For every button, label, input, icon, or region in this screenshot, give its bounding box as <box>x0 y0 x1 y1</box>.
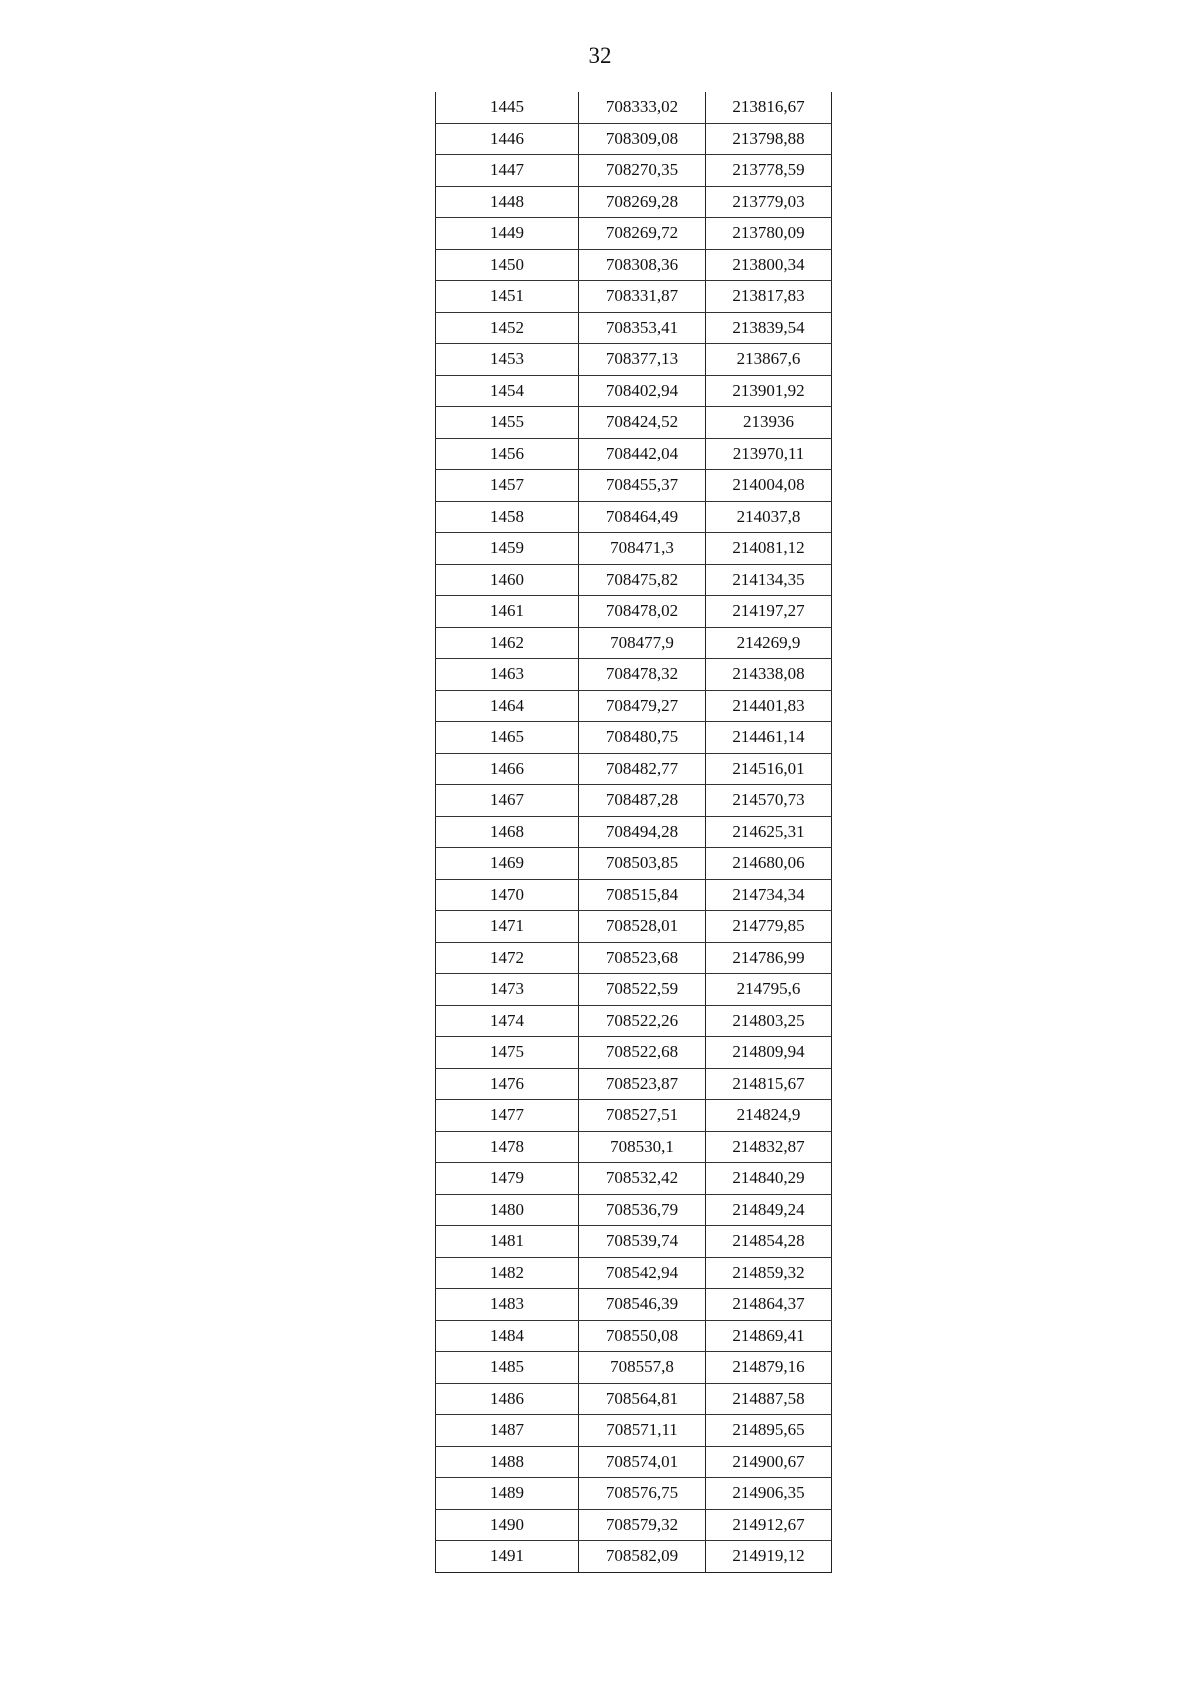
x-coordinate-cell: 708464,49 <box>579 501 706 533</box>
x-coordinate-cell: 708522,26 <box>579 1005 706 1037</box>
table-row <box>436 407 832 439</box>
y-coordinate-cell: 214809,94 <box>706 1037 832 1069</box>
point-number-cell: 1448 <box>436 186 579 218</box>
point-number-cell: 1466 <box>436 753 579 785</box>
x-coordinate-cell: 708377,13 <box>579 344 706 376</box>
table-row <box>436 249 832 281</box>
x-coordinate-cell: 708494,28 <box>579 816 706 848</box>
point-number-cell: 1471 <box>436 911 579 943</box>
table-row <box>436 312 832 344</box>
table-row <box>436 1383 832 1415</box>
x-coordinate-cell: 708527,51 <box>579 1100 706 1132</box>
point-number-cell: 1470 <box>436 879 579 911</box>
x-coordinate-cell: 708576,75 <box>579 1478 706 1510</box>
y-coordinate-cell: 213779,03 <box>706 186 832 218</box>
table-row <box>436 501 832 533</box>
table-row <box>436 1415 832 1447</box>
table-row <box>436 470 832 502</box>
point-number-cell: 1473 <box>436 974 579 1006</box>
point-number-cell: 1487 <box>436 1415 579 1447</box>
point-number-cell: 1449 <box>436 218 579 250</box>
y-coordinate-cell: 214840,29 <box>706 1163 832 1195</box>
x-coordinate-cell: 708269,72 <box>579 218 706 250</box>
point-number-cell: 1483 <box>436 1289 579 1321</box>
point-number-cell: 1458 <box>436 501 579 533</box>
table-row <box>436 1100 832 1132</box>
table-row <box>436 375 832 407</box>
point-number-cell: 1450 <box>436 249 579 281</box>
point-number-cell: 1461 <box>436 596 579 628</box>
page-number: 32 <box>588 43 612 68</box>
y-coordinate-cell: 214879,16 <box>706 1352 832 1384</box>
point-number-cell: 1486 <box>436 1383 579 1415</box>
point-number-cell: 1476 <box>436 1068 579 1100</box>
table-row <box>436 816 832 848</box>
x-coordinate-cell: 708478,32 <box>579 659 706 691</box>
table-row <box>436 123 832 155</box>
table-row <box>436 1289 832 1321</box>
y-coordinate-cell: 214906,35 <box>706 1478 832 1510</box>
y-coordinate-cell: 214786,99 <box>706 942 832 974</box>
table-row <box>436 974 832 1006</box>
point-number-cell: 1490 <box>436 1509 579 1541</box>
x-coordinate-cell: 708309,08 <box>579 123 706 155</box>
table-row <box>436 659 832 691</box>
x-coordinate-cell: 708353,41 <box>579 312 706 344</box>
point-number-cell: 1488 <box>436 1446 579 1478</box>
y-coordinate-cell: 214854,28 <box>706 1226 832 1258</box>
point-number-cell: 1445 <box>436 92 579 123</box>
y-coordinate-cell: 213901,92 <box>706 375 832 407</box>
y-coordinate-cell: 214895,65 <box>706 1415 832 1447</box>
x-coordinate-cell: 708522,59 <box>579 974 706 1006</box>
x-coordinate-cell: 708532,42 <box>579 1163 706 1195</box>
x-coordinate-cell: 708482,77 <box>579 753 706 785</box>
point-number-cell: 1468 <box>436 816 579 848</box>
y-coordinate-cell: 214824,9 <box>706 1100 832 1132</box>
x-coordinate-cell: 708522,68 <box>579 1037 706 1069</box>
point-number-cell: 1452 <box>436 312 579 344</box>
y-coordinate-cell: 214134,35 <box>706 564 832 596</box>
y-coordinate-cell: 213817,83 <box>706 281 832 313</box>
point-number-cell: 1456 <box>436 438 579 470</box>
table-row <box>436 596 832 628</box>
point-number-cell: 1460 <box>436 564 579 596</box>
table-row <box>436 218 832 250</box>
y-coordinate-cell: 214919,12 <box>706 1541 832 1573</box>
x-coordinate-cell: 708579,32 <box>579 1509 706 1541</box>
point-number-cell: 1467 <box>436 785 579 817</box>
coordinates-table <box>435 92 832 1573</box>
x-coordinate-cell: 708571,11 <box>579 1415 706 1447</box>
x-coordinate-cell: 708455,37 <box>579 470 706 502</box>
x-coordinate-cell: 708270,35 <box>579 155 706 187</box>
x-coordinate-cell: 708550,08 <box>579 1320 706 1352</box>
table-row <box>436 1478 832 1510</box>
point-number-cell: 1478 <box>436 1131 579 1163</box>
x-coordinate-cell: 708528,01 <box>579 911 706 943</box>
x-coordinate-cell: 708479,27 <box>579 690 706 722</box>
y-coordinate-cell: 214779,85 <box>706 911 832 943</box>
table-row <box>436 1320 832 1352</box>
y-coordinate-cell: 214815,67 <box>706 1068 832 1100</box>
table-row <box>436 1005 832 1037</box>
x-coordinate-cell: 708478,02 <box>579 596 706 628</box>
point-number-cell: 1481 <box>436 1226 579 1258</box>
point-number-cell: 1482 <box>436 1257 579 1289</box>
table-row <box>436 1131 832 1163</box>
y-coordinate-cell: 213867,6 <box>706 344 832 376</box>
x-coordinate-cell: 708487,28 <box>579 785 706 817</box>
y-coordinate-cell: 213778,59 <box>706 155 832 187</box>
table-row <box>436 1509 832 1541</box>
table-row <box>436 1068 832 1100</box>
y-coordinate-cell: 214859,32 <box>706 1257 832 1289</box>
x-coordinate-cell: 708331,87 <box>579 281 706 313</box>
table-row <box>436 1257 832 1289</box>
x-coordinate-cell: 708477,9 <box>579 627 706 659</box>
y-coordinate-cell: 214803,25 <box>706 1005 832 1037</box>
y-coordinate-cell: 214912,67 <box>706 1509 832 1541</box>
y-coordinate-cell: 213800,34 <box>706 249 832 281</box>
y-coordinate-cell: 213798,88 <box>706 123 832 155</box>
point-number-cell: 1489 <box>436 1478 579 1510</box>
y-coordinate-cell: 213816,67 <box>706 92 832 123</box>
table-row <box>436 942 832 974</box>
y-coordinate-cell: 214516,01 <box>706 753 832 785</box>
point-number-cell: 1465 <box>436 722 579 754</box>
y-coordinate-cell: 214401,83 <box>706 690 832 722</box>
table-row <box>436 438 832 470</box>
y-coordinate-cell: 214869,41 <box>706 1320 832 1352</box>
y-coordinate-cell: 213780,09 <box>706 218 832 250</box>
point-number-cell: 1453 <box>436 344 579 376</box>
x-coordinate-cell: 708442,04 <box>579 438 706 470</box>
table-row <box>436 281 832 313</box>
x-coordinate-cell: 708536,79 <box>579 1194 706 1226</box>
point-number-cell: 1491 <box>436 1541 579 1573</box>
x-coordinate-cell: 708475,82 <box>579 564 706 596</box>
x-coordinate-cell: 708530,1 <box>579 1131 706 1163</box>
y-coordinate-cell: 214004,08 <box>706 470 832 502</box>
point-number-cell: 1459 <box>436 533 579 565</box>
x-coordinate-cell: 708333,02 <box>579 92 706 123</box>
y-coordinate-cell: 214197,27 <box>706 596 832 628</box>
point-number-cell: 1446 <box>436 123 579 155</box>
x-coordinate-cell: 708269,28 <box>579 186 706 218</box>
x-coordinate-cell: 708539,74 <box>579 1226 706 1258</box>
point-number-cell: 1457 <box>436 470 579 502</box>
y-coordinate-cell: 214037,8 <box>706 501 832 533</box>
x-coordinate-cell: 708471,3 <box>579 533 706 565</box>
coordinates-table-body <box>436 92 832 1572</box>
y-coordinate-cell: 213839,54 <box>706 312 832 344</box>
x-coordinate-cell: 708308,36 <box>579 249 706 281</box>
x-coordinate-cell: 708564,81 <box>579 1383 706 1415</box>
y-coordinate-cell: 214570,73 <box>706 785 832 817</box>
x-coordinate-cell: 708523,87 <box>579 1068 706 1100</box>
point-number-cell: 1451 <box>436 281 579 313</box>
table-row <box>436 1352 832 1384</box>
table-row <box>436 344 832 376</box>
y-coordinate-cell: 214734,34 <box>706 879 832 911</box>
x-coordinate-cell: 708582,09 <box>579 1541 706 1573</box>
point-number-cell: 1469 <box>436 848 579 880</box>
point-number-cell: 1477 <box>436 1100 579 1132</box>
y-coordinate-cell: 214625,31 <box>706 816 832 848</box>
point-number-cell: 1454 <box>436 375 579 407</box>
x-coordinate-cell: 708424,52 <box>579 407 706 439</box>
y-coordinate-cell: 214269,9 <box>706 627 832 659</box>
table-row <box>436 1194 832 1226</box>
table-row <box>436 92 832 123</box>
table-row <box>436 785 832 817</box>
table-row <box>436 155 832 187</box>
point-number-cell: 1464 <box>436 690 579 722</box>
table-row <box>436 722 832 754</box>
point-number-cell: 1463 <box>436 659 579 691</box>
y-coordinate-cell: 214832,87 <box>706 1131 832 1163</box>
table-row <box>436 911 832 943</box>
y-coordinate-cell: 214081,12 <box>706 533 832 565</box>
table-row <box>436 564 832 596</box>
x-coordinate-cell: 708546,39 <box>579 1289 706 1321</box>
y-coordinate-cell: 214887,58 <box>706 1383 832 1415</box>
y-coordinate-cell: 214900,67 <box>706 1446 832 1478</box>
y-coordinate-cell: 213970,11 <box>706 438 832 470</box>
point-number-cell: 1479 <box>436 1163 579 1195</box>
y-coordinate-cell: 214338,08 <box>706 659 832 691</box>
x-coordinate-cell: 708523,68 <box>579 942 706 974</box>
point-number-cell: 1462 <box>436 627 579 659</box>
y-coordinate-cell: 214461,14 <box>706 722 832 754</box>
point-number-cell: 1472 <box>436 942 579 974</box>
point-number-cell: 1447 <box>436 155 579 187</box>
table-row <box>436 753 832 785</box>
table-row <box>436 1446 832 1478</box>
table-row <box>436 1541 832 1573</box>
y-coordinate-cell: 213936 <box>706 407 832 439</box>
x-coordinate-cell: 708574,01 <box>579 1446 706 1478</box>
table-row <box>436 533 832 565</box>
x-coordinate-cell: 708503,85 <box>579 848 706 880</box>
y-coordinate-cell: 214680,06 <box>706 848 832 880</box>
x-coordinate-cell: 708515,84 <box>579 879 706 911</box>
point-number-cell: 1475 <box>436 1037 579 1069</box>
table-row <box>436 1226 832 1258</box>
point-number-cell: 1474 <box>436 1005 579 1037</box>
x-coordinate-cell: 708402,94 <box>579 375 706 407</box>
x-coordinate-cell: 708480,75 <box>579 722 706 754</box>
point-number-cell: 1484 <box>436 1320 579 1352</box>
y-coordinate-cell: 214864,37 <box>706 1289 832 1321</box>
x-coordinate-cell: 708542,94 <box>579 1257 706 1289</box>
table-row <box>436 627 832 659</box>
table-row <box>436 1037 832 1069</box>
x-coordinate-cell: 708557,8 <box>579 1352 706 1384</box>
table-row <box>436 879 832 911</box>
point-number-cell: 1455 <box>436 407 579 439</box>
point-number-cell: 1480 <box>436 1194 579 1226</box>
point-number-cell: 1485 <box>436 1352 579 1384</box>
y-coordinate-cell: 214849,24 <box>706 1194 832 1226</box>
y-coordinate-cell: 214795,6 <box>706 974 832 1006</box>
table-row <box>436 1163 832 1195</box>
table-row <box>436 186 832 218</box>
table-row <box>436 690 832 722</box>
table-row <box>436 848 832 880</box>
